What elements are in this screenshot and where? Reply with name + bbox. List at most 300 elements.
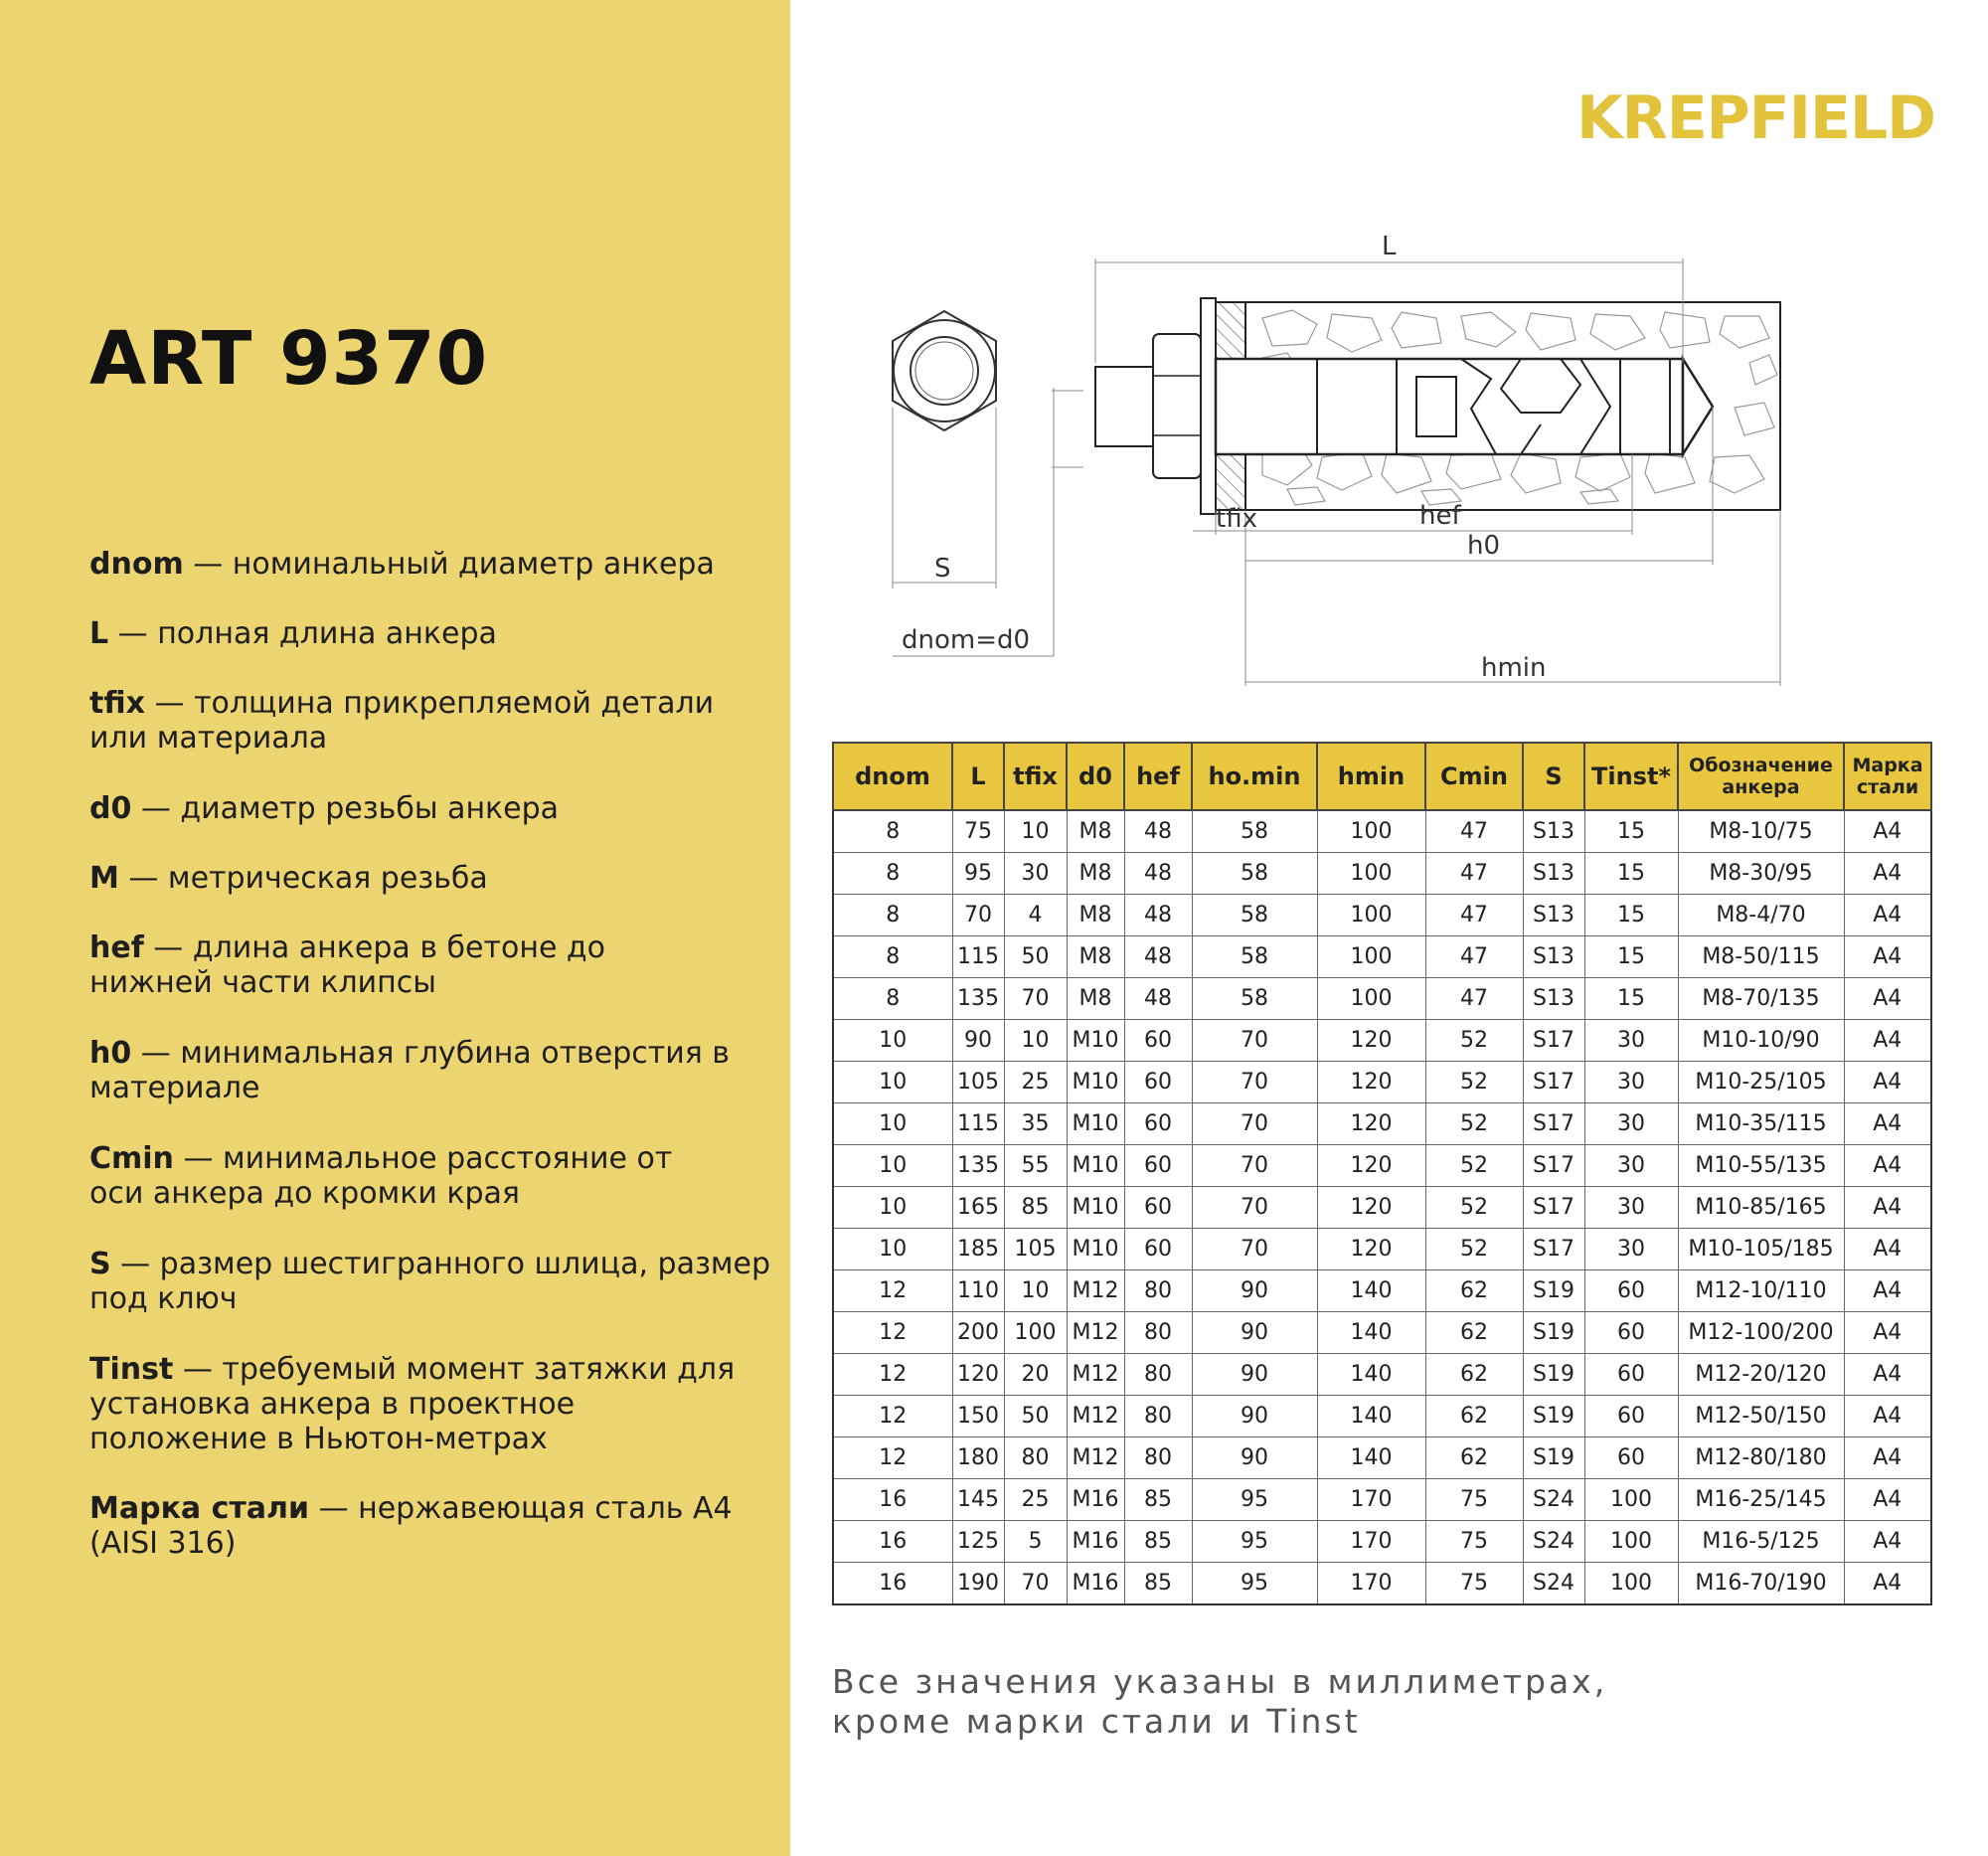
table-cell: 10 [833,1187,952,1229]
table-cell: 30 [1584,1145,1678,1187]
table-cell: 140 [1317,1270,1425,1312]
table-cell: M16-70/190 [1678,1563,1844,1605]
label-tfix: tfix [1216,504,1257,534]
table-cell: 52 [1425,1229,1523,1270]
table-cell: S19 [1523,1354,1584,1396]
table-row [833,853,1931,895]
table-cell: M16 [1067,1479,1124,1521]
table-cell: 16 [833,1479,952,1521]
table-row [833,1020,1931,1062]
dimension-s [893,408,996,589]
header-hmin: hmin [1317,743,1425,810]
table-cell: M8 [1067,936,1124,978]
label-l: L [1382,232,1397,261]
definition-hef [89,930,606,1000]
table-cell: 80 [1124,1354,1192,1396]
table-cell: 47 [1425,895,1523,936]
table-cell: 15 [1584,978,1678,1020]
header-steel: Марка стали [1844,743,1931,810]
table-body [833,810,1931,1604]
table-cell: 47 [1425,978,1523,1020]
table-cell: 105 [952,1062,1004,1103]
table-cell: 90 [1192,1270,1317,1312]
table-cell: 135 [952,1145,1004,1187]
table-cell: A4 [1844,1187,1931,1229]
table-cell: 100 [1584,1479,1678,1521]
table-row [833,978,1931,1020]
table-cell: S24 [1523,1479,1584,1521]
table-cell: 100 [1317,810,1425,853]
table-cell: 48 [1124,810,1192,853]
table-cell: M10 [1067,1062,1124,1103]
table-cell: M12-100/200 [1678,1312,1844,1354]
table-cell: 12 [833,1270,952,1312]
definition-text: — минимальная глубина отверстия в материале [89,1036,730,1105]
table-cell: 16 [833,1521,952,1563]
header-tfix: tfix [1004,743,1067,810]
table-cell: 52 [1425,1062,1523,1103]
table-cell: 85 [1004,1187,1067,1229]
table-row [833,1437,1931,1479]
label-hef: hef [1419,501,1461,531]
table-cell: 12 [833,1396,952,1437]
table-header-row [833,743,1931,810]
table-cell: A4 [1844,1103,1931,1145]
washer [1201,298,1216,514]
header-cmin: Cmin [1425,743,1523,810]
table-cell: 140 [1317,1354,1425,1396]
table-cell: 120 [952,1354,1004,1396]
definition-term: d0 [89,791,132,826]
definition-term: Cmin [89,1141,174,1176]
table-cell: 95 [1192,1563,1317,1605]
label-h0: h0 [1467,531,1501,561]
table-cell: M10-35/115 [1678,1103,1844,1145]
table-cell: 47 [1425,936,1523,978]
table-cell: 47 [1425,810,1523,853]
bolt-thread-end [1095,367,1153,446]
table-cell: A4 [1844,1020,1931,1062]
table-cell: A4 [1844,978,1931,1020]
table-cell: 70 [1192,1187,1317,1229]
table-row [833,895,1931,936]
header-d0: d0 [1067,743,1124,810]
table-cell: 15 [1584,853,1678,895]
table-cell: M8-50/115 [1678,936,1844,978]
table-cell: 70 [1192,1062,1317,1103]
table-cell: 62 [1425,1354,1523,1396]
definition-term: L [89,616,109,651]
table-row [833,1521,1931,1563]
table-cell: 35 [1004,1103,1067,1145]
header-designation: Обозначение анкера [1678,743,1844,810]
definition-tfix [89,686,775,756]
table-cell: 80 [1004,1437,1067,1479]
table-cell: 62 [1425,1270,1523,1312]
table-row [833,1312,1931,1354]
definition-term: Марка стали [89,1491,310,1526]
table-cell: 70 [952,895,1004,936]
table-row [833,1354,1931,1396]
definition-m [89,861,775,896]
definition-term: hef [89,930,144,965]
table-cell: 10 [833,1020,952,1062]
table-cell: 48 [1124,936,1192,978]
table-cell: M8-4/70 [1678,895,1844,936]
table-cell: 52 [1425,1187,1523,1229]
table-cell: A4 [1844,1145,1931,1187]
definition-h0 [89,1036,775,1105]
table-cell: 60 [1124,1229,1192,1270]
table-cell: S13 [1523,895,1584,936]
table-cell: 90 [1192,1437,1317,1479]
table-cell: 110 [952,1270,1004,1312]
table-cell: A4 [1844,1521,1931,1563]
table-cell: 30 [1584,1020,1678,1062]
definition-term: S [89,1247,111,1281]
table-cell: 60 [1124,1145,1192,1187]
definition-text: — минимальное расстояние от оси анкера до кромки края [89,1141,673,1211]
definition-d0 [89,791,775,826]
table-cell: M10 [1067,1229,1124,1270]
table-cell: 170 [1317,1563,1425,1605]
table-cell: 4 [1004,895,1067,936]
definition-dnom [89,547,775,582]
table-cell: 80 [1124,1437,1192,1479]
table-cell: 48 [1124,895,1192,936]
table-cell: M16 [1067,1521,1124,1563]
table-cell: 95 [1192,1521,1317,1563]
table-cell: M12-10/110 [1678,1270,1844,1312]
table-cell: 62 [1425,1312,1523,1354]
table-cell: S19 [1523,1396,1584,1437]
definition-term: h0 [89,1036,132,1071]
header-l: L [952,743,1004,810]
table-cell: 30 [1584,1103,1678,1145]
table-cell: 90 [1192,1396,1317,1437]
table-cell: M12-50/150 [1678,1396,1844,1437]
table-cell: 58 [1192,936,1317,978]
table-cell: 50 [1004,936,1067,978]
table-cell: 90 [1192,1312,1317,1354]
table-row [833,810,1931,853]
table-row [833,1479,1931,1521]
table-cell: 185 [952,1229,1004,1270]
table-cell: 120 [1317,1229,1425,1270]
table-cell: S19 [1523,1312,1584,1354]
table-cell: 52 [1425,1103,1523,1145]
table-row [833,936,1931,978]
table-row [833,1187,1931,1229]
table-cell: M8 [1067,895,1124,936]
table-cell: 60 [1124,1062,1192,1103]
table-cell: M10-105/185 [1678,1229,1844,1270]
table-cell: M12 [1067,1270,1124,1312]
definition-text: — полная длина анкера [108,616,497,651]
table-cell: S13 [1523,936,1584,978]
definition-text: — требуемый момент затяжки для установка анкера в проектное положение в Ньютон-метрах [89,1352,736,1456]
table-cell: 100 [1317,853,1425,895]
table-cell: M8-30/95 [1678,853,1844,895]
definition-text: — нержавеющая сталь A4 (AISI 316) [89,1491,733,1561]
table-cell: 30 [1584,1187,1678,1229]
definition-tinst [89,1352,736,1456]
table-cell: 100 [1004,1312,1067,1354]
table-row [833,1270,1931,1312]
table-cell: 10 [833,1062,952,1103]
table-cell: 5 [1004,1521,1067,1563]
table-cell: A4 [1844,1437,1931,1479]
table-cell: S17 [1523,1145,1584,1187]
table-cell: 15 [1584,895,1678,936]
table-cell: 180 [952,1437,1004,1479]
table-cell: 15 [1584,936,1678,978]
table-cell: 75 [1425,1563,1523,1605]
table-cell: 52 [1425,1020,1523,1062]
table-cell: M10-10/90 [1678,1020,1844,1062]
left-panel [0,0,790,1856]
table-cell: 75 [1425,1521,1523,1563]
table-cell: 125 [952,1521,1004,1563]
table-cell: S17 [1523,1103,1584,1145]
table-cell: 52 [1425,1145,1523,1187]
table-cell: S13 [1523,978,1584,1020]
nut-side-view [1153,334,1201,478]
table-cell: A4 [1844,895,1931,936]
table-row [833,1145,1931,1187]
table-cell: 60 [1584,1270,1678,1312]
table-cell: 25 [1004,1062,1067,1103]
table-cell: 75 [952,810,1004,853]
table-cell: 170 [1317,1479,1425,1521]
table-cell: A4 [1844,1312,1931,1354]
table-cell: 8 [833,895,952,936]
table-cell: 30 [1584,1062,1678,1103]
table-cell: 58 [1192,895,1317,936]
table-cell: 95 [952,853,1004,895]
table-cell: M12 [1067,1396,1124,1437]
anchor-diagram [825,219,1958,696]
table-cell: 20 [1004,1354,1067,1396]
table-cell: 140 [1317,1312,1425,1354]
table-cell: 115 [952,1103,1004,1145]
table-cell: 120 [1317,1145,1425,1187]
table-cell: 25 [1004,1479,1067,1521]
table-cell: A4 [1844,853,1931,895]
table-cell: 30 [1584,1229,1678,1270]
definition-text: — диаметр резьбы анкера [131,791,560,826]
table-cell: 100 [1584,1521,1678,1563]
table-cell: 10 [1004,810,1067,853]
table-cell: A4 [1844,1479,1931,1521]
table-cell: 48 [1124,978,1192,1020]
page-title: ART 9370 [89,316,489,402]
label-s: S [934,554,951,584]
table-cell: A4 [1844,1229,1931,1270]
table-cell: 50 [1004,1396,1067,1437]
table-cell: 100 [1317,978,1425,1020]
table-cell: 100 [1317,895,1425,936]
table-cell: 70 [1192,1020,1317,1062]
table-cell: M8-70/135 [1678,978,1844,1020]
table-cell: 100 [1584,1563,1678,1605]
table-cell: 75 [1425,1479,1523,1521]
table-cell: 140 [1317,1437,1425,1479]
table-cell: M10 [1067,1020,1124,1062]
table-cell: M8-10/75 [1678,810,1844,853]
table-cell: 60 [1124,1103,1192,1145]
table-cell: M10-55/135 [1678,1145,1844,1187]
definition-steel [89,1491,775,1561]
table-cell: 80 [1124,1270,1192,1312]
table-cell: 80 [1124,1312,1192,1354]
table-cell: 70 [1192,1229,1317,1270]
table-cell: 170 [1317,1521,1425,1563]
footnote-line-1: Все значения указаны в миллиметрах, [832,1662,1608,1701]
table-cell: 100 [1317,936,1425,978]
table-cell: A4 [1844,1270,1931,1312]
table-cell: 140 [1317,1396,1425,1437]
table-cell: M12 [1067,1354,1124,1396]
table-cell: S17 [1523,1062,1584,1103]
footnote [832,1662,1607,1742]
brand-logo: KREPFIELD [1576,84,1935,153]
table-cell: 85 [1124,1521,1192,1563]
table-cell: 90 [1192,1354,1317,1396]
table-cell: M16-5/125 [1678,1521,1844,1563]
table-cell: M8 [1067,978,1124,1020]
table-cell: 60 [1124,1020,1192,1062]
table-cell: 10 [833,1229,952,1270]
table-cell: 60 [1124,1187,1192,1229]
definition-term: tfix [89,686,145,721]
table-cell: 62 [1425,1437,1523,1479]
table-cell: 135 [952,978,1004,1020]
table-cell: A4 [1844,810,1931,853]
table-cell: 58 [1192,810,1317,853]
table-cell: 30 [1004,853,1067,895]
table-cell: 120 [1317,1187,1425,1229]
table-cell: 95 [1192,1479,1317,1521]
table-cell: M10 [1067,1187,1124,1229]
table-cell: S13 [1523,810,1584,853]
table-cell: 120 [1317,1062,1425,1103]
table-cell: 12 [833,1312,952,1354]
table-cell: M10-85/165 [1678,1187,1844,1229]
table-cell: 47 [1425,853,1523,895]
table-cell: 150 [952,1396,1004,1437]
dimension-dnom [893,388,1083,656]
table-row [833,1062,1931,1103]
table-cell: S19 [1523,1270,1584,1312]
table-cell: 58 [1192,853,1317,895]
footnote-line-2: кроме марки стали и Tinst [832,1702,1361,1741]
table-cell: 145 [952,1479,1004,1521]
definition-text: — длина анкера в бетоне до нижней части клипсы [89,930,606,1000]
table-cell: 10 [833,1145,952,1187]
table-row [833,1563,1931,1605]
table-cell: 200 [952,1312,1004,1354]
definition-text: — номинальный диаметр анкера [183,547,715,582]
table-cell: 16 [833,1563,952,1605]
table-cell: 8 [833,810,952,853]
table-cell: M12 [1067,1437,1124,1479]
table-cell: S13 [1523,853,1584,895]
table-cell: S19 [1523,1437,1584,1479]
table-cell: M10-25/105 [1678,1062,1844,1103]
table-cell: 15 [1584,810,1678,853]
definition-term: Tinst [89,1352,174,1387]
table-cell: M12-20/120 [1678,1354,1844,1396]
table-cell: 10 [1004,1020,1067,1062]
table-cell: 70 [1004,978,1067,1020]
table-cell: 85 [1124,1563,1192,1605]
table-cell: S24 [1523,1563,1584,1605]
bolt-body [1216,359,1713,454]
label-dnom: dnom=d0 [902,625,1031,655]
table-cell: 12 [833,1437,952,1479]
table-cell: 70 [1004,1563,1067,1605]
table-cell: A4 [1844,1563,1931,1605]
table-cell: 8 [833,853,952,895]
table-cell: A4 [1844,1062,1931,1103]
table-cell: M10 [1067,1145,1124,1187]
table-cell: S17 [1523,1229,1584,1270]
table-cell: 80 [1124,1396,1192,1437]
table-cell: 105 [1004,1229,1067,1270]
table-cell: 55 [1004,1145,1067,1187]
table-cell: 48 [1124,853,1192,895]
table-cell: A4 [1844,1396,1931,1437]
table-cell: 10 [833,1103,952,1145]
label-hmin: hmin [1481,653,1547,683]
table-cell: 62 [1425,1396,1523,1437]
definition-cmin [89,1141,706,1211]
spec-table [832,742,1932,1605]
definition-s [89,1247,775,1316]
table-cell: 120 [1317,1020,1425,1062]
table-cell: 60 [1584,1312,1678,1354]
header-s: S [1523,743,1584,810]
table-row [833,1229,1931,1270]
table-cell: A4 [1844,936,1931,978]
table-cell: M12 [1067,1312,1124,1354]
table-cell: 8 [833,936,952,978]
table-cell: S17 [1523,1020,1584,1062]
definition-term: M [89,861,119,896]
definition-term: dnom [89,547,184,582]
table-cell: M8 [1067,853,1124,895]
definition-text: — размер шестигранного шлица, размер под ключ [89,1247,771,1316]
table-cell: S24 [1523,1521,1584,1563]
table-cell: M10 [1067,1103,1124,1145]
table-cell: 8 [833,978,952,1020]
table-cell: 70 [1192,1145,1317,1187]
hex-nut-end-view [893,311,996,430]
table-cell: 60 [1584,1437,1678,1479]
table-cell: M16-25/145 [1678,1479,1844,1521]
table-cell: M16 [1067,1563,1124,1605]
table-cell: M8 [1067,810,1124,853]
definition-l [89,616,775,651]
table-row [833,1396,1931,1437]
definition-text: — метрическая резьба [118,861,488,896]
header-dnom: dnom [833,743,952,810]
table-cell: 190 [952,1563,1004,1605]
table-row [833,1103,1931,1145]
table-cell: 115 [952,936,1004,978]
header-homin: ho.min [1192,743,1317,810]
